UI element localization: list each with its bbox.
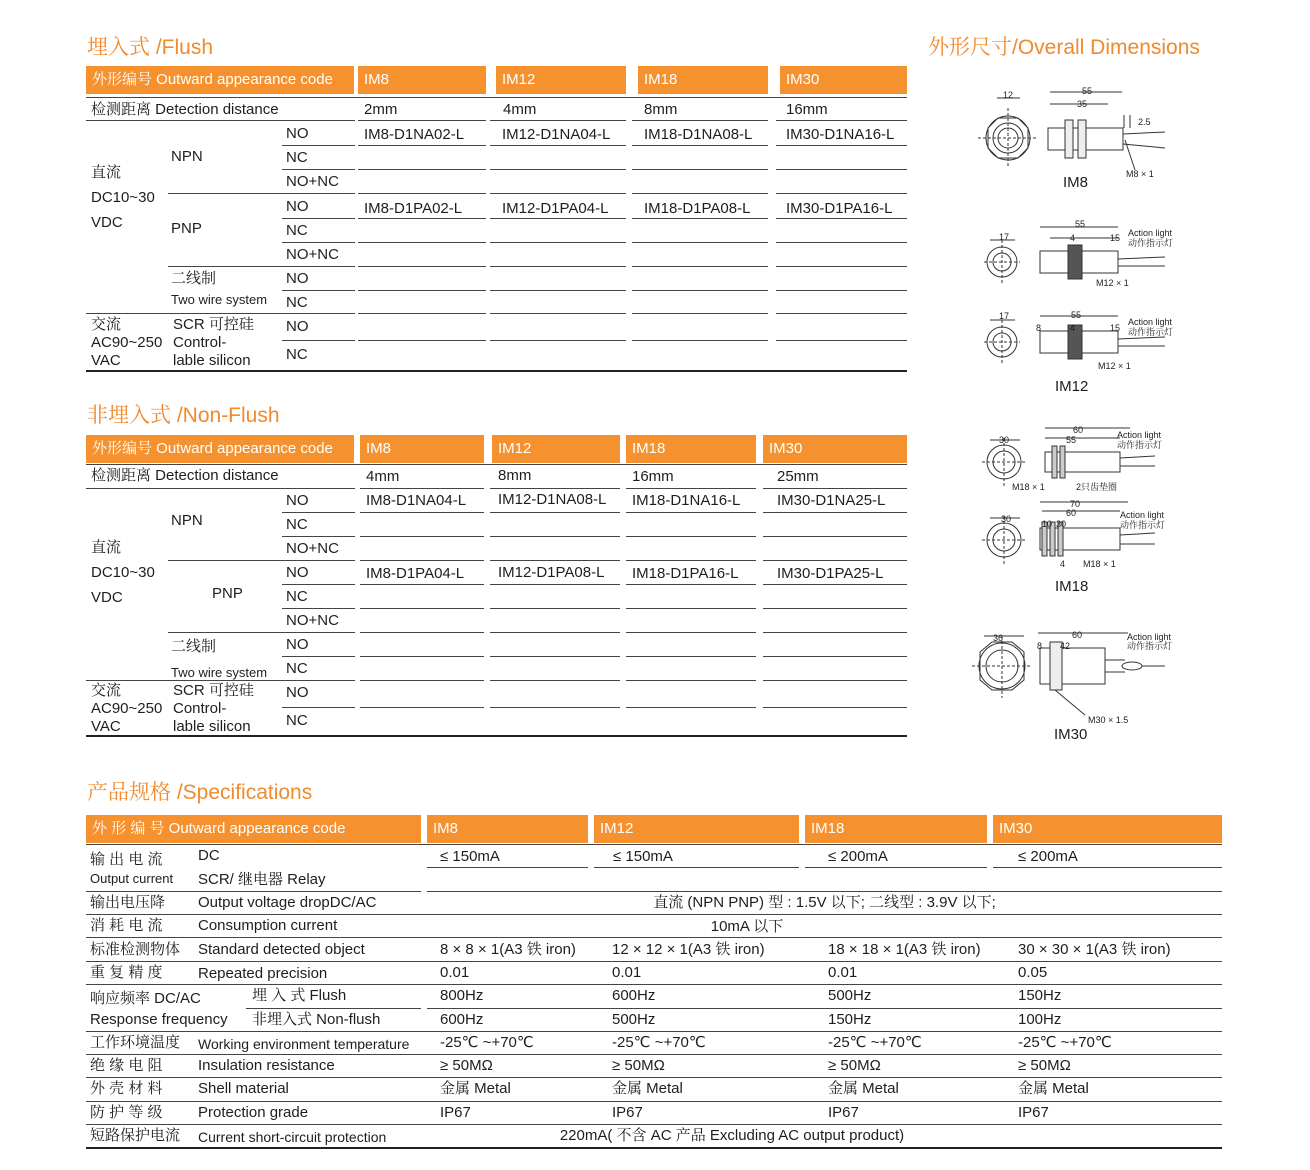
nonflush-header-im18: IM18 — [626, 435, 756, 463]
flush-npn-nc: NC — [286, 149, 308, 166]
spec-std-im8: 8 × 8 × 1(A3 铁 iron) — [440, 941, 576, 958]
flush-header-label: 外形编号 Outward appearance code — [86, 66, 354, 94]
spec-ins-im12: ≥ 50MΩ — [612, 1057, 665, 1074]
spec-std-im12: 12 × 12 × 1(A3 铁 iron) — [612, 941, 765, 958]
spec-prot-im8: IP67 — [440, 1104, 471, 1121]
nonflush-pnp-code-im12: IM12-D1PA08-L — [498, 564, 605, 581]
nonflush-scr-control: Control- — [173, 700, 227, 717]
flush-npn-code-im30: IM30-D1NA16-L — [786, 126, 895, 143]
im18-thread-a: M18 × 1 — [1012, 482, 1045, 492]
nonflush-header-im30: IM30 — [763, 435, 907, 463]
im12-dim-55: 55 — [1075, 219, 1086, 229]
flush-distance-im18: 8mm — [644, 101, 678, 118]
nonflush-pnp-label: PNP — [212, 585, 243, 602]
spec-prot-im12: IP67 — [612, 1104, 643, 1121]
spec-short-value: 220mA( 不含 AC 产品 Excluding AC output product) — [559, 1127, 905, 1144]
im12-label: IM12 — [1055, 378, 1089, 395]
flush-title: 埋入式 /Flush — [87, 36, 214, 59]
nonflush-pnp-nc: NC — [286, 588, 308, 605]
spec-ins-im18: ≥ 50MΩ — [828, 1057, 881, 1074]
flush-npn-nonc: NO+NC — [286, 173, 339, 190]
nonflush-ac-range: AC90~250 — [91, 700, 163, 717]
im18-action-light-b: Action light — [1120, 510, 1165, 520]
im18-action-light-cn-b: 动作指示灯 — [1120, 520, 1166, 530]
spec-shell-cn: 外 壳 材 料 — [90, 1080, 163, 1097]
spec-ins-en: Insulation resistance — [198, 1057, 335, 1074]
im30-dim-42: 42 — [1060, 641, 1071, 651]
nonflush-distance-label: 检测距离 Detection distance — [91, 467, 279, 484]
spec-temp-im8: -25℃ ~+70℃ — [440, 1034, 534, 1051]
specs-header-im18: IM18 — [805, 815, 987, 843]
spec-freq-flush-im30: 150Hz — [1018, 987, 1062, 1004]
spec-std-im18: 18 × 18 × 1(A3 铁 iron) — [828, 941, 981, 958]
im30-action-light-cn: 动作指示灯 — [1127, 641, 1173, 651]
im30-dim-8: 8 — [1037, 641, 1043, 651]
flush-pnp-code-im8: IM8-D1PA02-L — [364, 200, 463, 217]
spec-std-im30: 30 × 30 × 1(A3 铁 iron) — [1018, 941, 1171, 958]
spec-shell-im18: 金属 Metal — [828, 1080, 899, 1097]
nonflush-dc-label: 直流 — [91, 539, 122, 556]
im30-thread: M30 × 1.5 — [1088, 715, 1129, 725]
spec-std-en: Standard detected object — [198, 941, 365, 958]
spec-current-dc: DC — [198, 847, 220, 864]
nonflush-distance-im18: 16mm — [632, 468, 674, 485]
spec-rep-im18: 0.01 — [828, 964, 858, 981]
spec-freq-nonflush-im18: 150Hz — [828, 1011, 872, 1028]
specs-header-label: 外 形 编 号 Outward appearance code — [86, 815, 421, 843]
nonflush-scr-silicon: lable silicon — [173, 718, 251, 735]
spec-ins-im8: ≥ 50MΩ — [440, 1057, 493, 1074]
im18-action-light-cn-a: 动作指示灯 — [1117, 440, 1163, 450]
im30-dim-60: 60 — [1072, 630, 1083, 640]
spec-rep-en: Repeated precision — [198, 965, 328, 982]
flush-distance-label: 检测距离 Detection distance — [91, 101, 279, 118]
nonflush-ac-no: NO — [286, 684, 309, 701]
im18-dim-30-b: 30 — [1001, 514, 1012, 524]
nonflush-twowire-en: Two wire system — [171, 665, 268, 680]
im12-dim-55-b: 55 — [1071, 310, 1082, 320]
spec-freq-flush-im8: 800Hz — [440, 987, 484, 1004]
im18-dim-55: 55 — [1066, 435, 1077, 445]
im12-action-light-a: Action light — [1128, 228, 1173, 238]
nonflush-header-im12: IM12 — [492, 435, 620, 463]
spec-freq-nonflush-im8: 600Hz — [440, 1011, 484, 1028]
im18-dim-30: 30 — [999, 435, 1010, 445]
nonflush-npn-code-im30: IM30-D1NA25-L — [777, 492, 886, 509]
flush-pnp-nonc: NO+NC — [286, 246, 339, 263]
im8-dim-55: 55 — [1082, 86, 1093, 96]
flush-header-im12: IM12 — [496, 66, 626, 94]
spec-temp-im12: -25℃ ~+70℃ — [612, 1034, 706, 1051]
flush-pnp-code-im12: IM12-D1PA04-L — [502, 200, 609, 217]
im12-dim-8: 8 — [1036, 323, 1042, 333]
flush-npn-label: NPN — [171, 148, 203, 165]
spec-shell-im30: 金属 Metal — [1018, 1080, 1089, 1097]
nonflush-pnp-code-im8: IM8-D1PA04-L — [366, 565, 465, 582]
nonflush-pnp-nonc: NO+NC — [286, 612, 339, 629]
flush-twowire-en: Two wire system — [171, 292, 268, 307]
im12-thread-b: M12 × 1 — [1098, 361, 1131, 371]
dimensions-title: 外形尺寸/Overall Dimensions — [928, 36, 1200, 59]
spec-std-cn: 标准检测物体 — [90, 941, 181, 958]
spec-temp-en: Working environment temperature — [198, 1036, 410, 1052]
flush-dc-range: DC10~30 — [91, 189, 155, 206]
flush-pnp-nc: NC — [286, 222, 308, 239]
spec-current-en: Output current — [90, 871, 174, 886]
spec-temp-im30: -25℃ ~+70℃ — [1018, 1034, 1112, 1051]
nonflush-npn-no: NO — [286, 492, 309, 509]
nonflush-twowire-nc: NC — [286, 660, 308, 677]
im12-dim-4-b: 4 — [1070, 323, 1076, 333]
spec-shell-im12: 金属 Metal — [612, 1080, 683, 1097]
nonflush-distance-im30: 25mm — [777, 468, 819, 485]
flush-distance-im30: 16mm — [786, 101, 828, 118]
specs-header-im30: IM30 — [993, 815, 1222, 843]
nonflush-pnp-code-im30: IM30-D1PA25-L — [777, 565, 884, 582]
spec-freq-flush-im18: 500Hz — [828, 987, 872, 1004]
spec-consumption-cn: 消 耗 电 流 — [90, 917, 163, 934]
nonflush-title: 非埋入式 /Non-Flush — [87, 404, 280, 427]
nonflush-distance-im12: 8mm — [498, 467, 532, 484]
spec-shell-im8: 金属 Metal — [440, 1080, 511, 1097]
spec-freq-nonflush: 非埋入式 Non-flush — [252, 1011, 381, 1028]
spec-short-en: Current short-circuit protection — [198, 1129, 387, 1145]
spec-shell-en: Shell material — [198, 1080, 289, 1097]
im12-dim-17-b: 17 — [999, 311, 1010, 321]
im12-dim-15: 15 — [1110, 233, 1121, 243]
flush-header-im30: IM30 — [780, 66, 907, 94]
im18-dim-30-c: 30 — [1056, 519, 1067, 529]
nonflush-ac-label: 交流 — [91, 682, 122, 699]
flush-ac-range: AC90~250 — [91, 334, 163, 351]
im30-action-light: Action light — [1127, 632, 1172, 642]
im18-dim-10: 10 — [1042, 519, 1053, 529]
flush-twowire-cn: 二线制 — [171, 270, 217, 287]
flush-ac-no: NO — [286, 318, 309, 335]
nonflush-scr-label: SCR 可控硅 — [173, 682, 254, 699]
nonflush-npn-code-im8: IM8-D1NA04-L — [366, 492, 467, 509]
flush-distance-im12: 4mm — [503, 101, 537, 118]
im30-dim-36: 36 — [993, 633, 1004, 643]
im18-note: 2只齿垫圈 — [1076, 482, 1118, 492]
flush-header-im8: IM8 — [358, 66, 486, 94]
spec-short-cn: 短路保护电流 — [90, 1127, 181, 1144]
im18-dim-4: 4 — [1060, 559, 1066, 569]
spec-rep-im30: 0.05 — [1018, 964, 1048, 981]
spec-rep-im8: 0.01 — [440, 964, 470, 981]
nonflush-npn-code-im12: IM12-D1NA08-L — [498, 491, 607, 508]
nonflush-header-label: 外形编号 Outward appearance code — [86, 435, 354, 463]
spec-prot-en: Protection grade — [198, 1104, 309, 1121]
im18-thread-b: M18 × 1 — [1083, 559, 1116, 569]
im18-dim-70: 70 — [1070, 499, 1081, 509]
flush-npn-code-im18: IM18-D1NA08-L — [644, 126, 753, 143]
specs-header-im8: IM8 — [427, 815, 588, 843]
nonflush-twowire-cn: 二线制 — [171, 638, 217, 655]
flush-dc-unit: VDC — [91, 214, 123, 231]
flush-scr-control: Control- — [173, 334, 227, 351]
im18-label: IM18 — [1055, 578, 1089, 595]
spec-rep-cn: 重 复 精 度 — [90, 964, 163, 981]
spec-drop-cn: 输出电压降 — [90, 894, 166, 911]
nonflush-ac-unit: VAC — [91, 718, 121, 735]
flush-npn-code-im12: IM12-D1NA04-L — [502, 126, 611, 143]
spec-ins-cn: 绝 缘 电 阻 — [90, 1057, 163, 1074]
im8-dim-12: 12 — [1003, 90, 1014, 100]
spec-ins-im30: ≥ 50MΩ — [1018, 1057, 1071, 1074]
im18-dim-60: 60 — [1073, 425, 1084, 435]
nonflush-distance-im8: 4mm — [366, 468, 400, 485]
nonflush-dc-range: DC10~30 — [91, 564, 155, 581]
flush-npn-no: NO — [286, 125, 309, 142]
spec-temp-cn: 工作环境温度 — [90, 1034, 181, 1051]
flush-scr-silicon: lable silicon — [173, 352, 251, 369]
spec-current-im18: ≤ 200mA — [828, 848, 888, 865]
nonflush-twowire-no: NO — [286, 636, 309, 653]
flush-twowire-no: NO — [286, 270, 309, 287]
nonflush-dc-unit: VDC — [91, 589, 123, 606]
flush-ac-label: 交流 — [91, 316, 122, 333]
im12-dim-17: 17 — [999, 232, 1010, 242]
flush-dc-label: 直流 — [91, 164, 122, 181]
spec-temp-im18: -25℃ ~+70℃ — [828, 1034, 922, 1051]
specs-title: 产品规格 /Specifications — [87, 781, 313, 804]
spec-freq-flush-im12: 600Hz — [612, 987, 656, 1004]
spec-freq-nonflush-im12: 500Hz — [612, 1011, 656, 1028]
im30-label: IM30 — [1054, 726, 1088, 743]
im12-thread-a: M12 × 1 — [1096, 278, 1129, 288]
flush-twowire-nc: NC — [286, 294, 308, 311]
flush-ac-unit: VAC — [91, 352, 121, 369]
im8-thread: M8 × 1 — [1126, 169, 1154, 179]
nonflush-pnp-code-im18: IM18-D1PA16-L — [632, 565, 739, 582]
nonflush-header-im8: IM8 — [360, 435, 484, 463]
flush-scr-label: SCR 可控硅 — [173, 316, 254, 333]
spec-freq-en: Response frequency — [90, 1011, 228, 1028]
im12-action-light-cn-a: 动作指示灯 — [1128, 238, 1174, 248]
nonflush-ac-nc: NC — [286, 712, 308, 729]
spec-freq-nonflush-im30: 100Hz — [1018, 1011, 1062, 1028]
flush-header-im18: IM18 — [638, 66, 768, 94]
spec-current-im12: ≤ 150mA — [613, 848, 673, 865]
spec-current-im30: ≤ 200mA — [1018, 848, 1078, 865]
nonflush-npn-code-im18: IM18-D1NA16-L — [632, 492, 741, 509]
nonflush-npn-nonc: NO+NC — [286, 540, 339, 557]
im18-dim-60-b: 60 — [1066, 508, 1077, 518]
im12-dim-15-b: 15 — [1110, 323, 1121, 333]
flush-npn-code-im8: IM8-D1NA02-L — [364, 126, 465, 143]
flush-pnp-label: PNP — [171, 220, 202, 237]
spec-drop-en: Output voltage dropDC/AC — [198, 894, 377, 911]
nonflush-npn-nc: NC — [286, 516, 308, 533]
nonflush-pnp-no: NO — [286, 564, 309, 581]
spec-drop-value: 直流 (NPN PNP) 型 : 1.5V 以下; 二线型 : 3.9V 以下; — [653, 894, 996, 911]
spec-consumption-en: Consumption current — [198, 917, 338, 934]
flush-distance-im8: 2mm — [364, 101, 398, 118]
specs-header-im12: IM12 — [594, 815, 799, 843]
spec-prot-im30: IP67 — [1018, 1104, 1049, 1121]
dimension-drawings — [960, 70, 1220, 750]
im18-action-light-a: Action light — [1117, 430, 1162, 440]
spec-prot-cn: 防 护 等 级 — [90, 1104, 163, 1121]
im12-dim-4: 4 — [1070, 233, 1076, 243]
flush-ac-nc: NC — [286, 346, 308, 363]
spec-freq-flush: 埋 入 式 Flush — [252, 987, 347, 1004]
im12-action-light-cn-b: 动作指示灯 — [1128, 327, 1174, 337]
spec-prot-im18: IP67 — [828, 1104, 859, 1121]
nonflush-npn-label: NPN — [171, 512, 203, 529]
im8-dim-25: 2.5 — [1138, 117, 1151, 127]
flush-pnp-no: NO — [286, 198, 309, 215]
spec-current-im8: ≤ 150mA — [440, 848, 500, 865]
spec-rep-im12: 0.01 — [612, 964, 642, 981]
spec-consumption-value: 10mA 以下 — [710, 918, 784, 935]
spec-current-scr: SCR/ 继电器 Relay — [198, 871, 326, 888]
im8-label: IM8 — [1063, 174, 1089, 191]
im8-dim-35: 35 — [1077, 99, 1088, 109]
im12-action-light-b: Action light — [1128, 317, 1173, 327]
flush-pnp-code-im30: IM30-D1PA16-L — [786, 200, 893, 217]
spec-current-cn: 输 出 电 流 — [90, 851, 163, 868]
spec-freq-cn: 响应频率 DC/AC — [90, 990, 201, 1007]
flush-pnp-code-im18: IM18-D1PA08-L — [644, 200, 751, 217]
